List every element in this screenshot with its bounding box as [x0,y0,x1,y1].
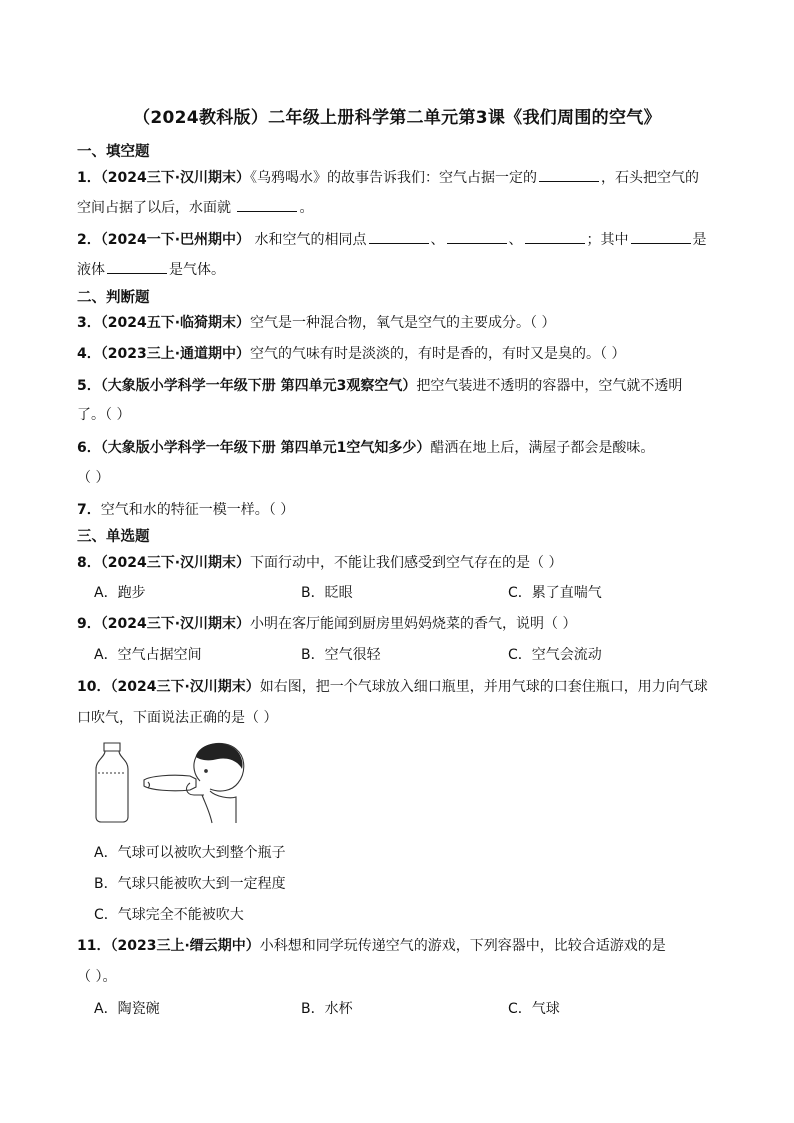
question-source: （2024三下·汉川期末） [100,170,251,186]
question-4 [77,343,626,363]
question-2-line-1 [77,229,707,249]
question-text: ；其中 [586,232,629,248]
question-number: 6． [77,440,101,456]
question-6-line-1 [77,437,654,457]
answer-blank[interactable] [631,229,691,244]
question-text: 醋洒在地上后，满屋子都会是酸味。 [430,440,655,456]
question-text: 空间占据了以后，水面就 [77,200,231,216]
question-text: 《乌鸦喝水》的故事告诉我们：空气占据一定的 [250,170,538,186]
option-a[interactable]: A．陶瓷碗 [94,1001,160,1017]
question-source: （大象版小学科学一年级下册 第四单元3观察空气） [100,378,417,394]
question-source: （2024三下·汉川期末） [110,679,260,695]
question-text: 是气体。 [169,262,225,278]
question-text: 下面行动中，不能让我们感受到空气存在的是（ ） [250,555,563,571]
question-text: 水和空气的相同点 [250,232,367,248]
question-6-line-2 [77,467,109,487]
section-heading-single-choice: 三、单选题 [77,529,150,545]
question-text: 如右图，把一个气球放入细口瓶里，并用气球的口套住瓶口，用力向气球 [259,679,708,695]
answer-blank[interactable] [447,229,507,244]
question-text: 了。（ ） [77,407,131,423]
section-heading-fill-blank: 一、填空题 [77,144,150,160]
answer-blank[interactable] [369,229,429,244]
page-title: （2024教科版）二年级上册科学第二单元第3课《我们周围的空气》 [133,108,661,128]
question-8 [77,552,563,572]
question-7 [77,499,294,519]
separator: 、 [508,232,523,248]
question-text: （ ）。 [77,969,117,985]
question-source: （2024三下·汉川期末） [100,555,251,571]
question-number: 3． [77,315,101,331]
question-number: 4． [77,346,101,362]
question-text: 。 [299,200,314,216]
option-b[interactable]: B．眨眼 [301,585,353,601]
question-source: （2024五下·临猗期末） [100,315,251,331]
question-text: 空气是一种混合物，氧气是空气的主要成分。（ ） [250,315,556,331]
option-b[interactable]: B．水杯 [301,1001,353,1017]
question-number: 10． [77,679,111,695]
option-b[interactable]: B．气球只能被吹大到一定程度 [94,876,286,892]
question-source: （大象版小学科学一年级下册 第四单元1空气知多少） [100,440,431,456]
question-number: 8． [77,555,101,571]
question-source: （2024一下·巴州期中） [100,232,251,248]
question-9 [77,613,577,633]
question-number: 5． [77,378,101,394]
question-3 [77,312,556,332]
question-number: 2． [77,232,101,248]
question-number: 1． [77,170,101,186]
option-a[interactable]: A．跑步 [94,585,146,601]
option-b[interactable]: B．空气很轻 [301,647,381,663]
question-1-line-2 [77,197,313,217]
option-c[interactable]: C．累了直喘气 [508,585,602,601]
question-text: 小科想和同学玩传递空气的游戏，下列容器中，比较合适游戏的是 [259,938,666,954]
question-11-line-1 [77,935,666,955]
question-source: （2023三上·通道期中） [100,346,251,362]
answer-blank[interactable] [107,259,167,274]
question-text: 口吹气，下面说法正确的是（ ） [77,710,278,726]
question-5-line-1 [77,375,682,395]
section-heading-true-false: 二、判断题 [77,290,150,306]
answer-blank[interactable] [237,197,297,212]
question-2-line-2 [77,259,225,279]
question-11-line-2 [77,966,116,986]
bottle-balloon-illustration [92,737,252,827]
question-10-line-2 [77,707,277,727]
question-text: 空气的气味有时是淡淡的，有时是香的，有时又是臭的。（ ） [250,346,626,362]
question-1-line-1 [77,167,699,187]
question-number: 11． [77,938,111,954]
question-5-line-2 [77,404,130,424]
separator: 、 [430,232,445,248]
option-c[interactable]: C．空气会流动 [508,647,602,663]
option-c[interactable]: C．气球完全不能被吹大 [94,907,244,923]
question-10-line-1 [77,676,708,696]
question-text: 把空气装进不透明的容器中，空气就不透明 [416,378,683,394]
option-a[interactable]: A．空气占据空间 [94,647,202,663]
question-source: （2024三下·汉川期末） [100,616,251,632]
question-text: 小明在客厅能闻到厨房里妈妈烧菜的香气，说明（ ） [250,616,577,632]
bottle-icon [96,743,128,822]
option-a[interactable]: A．气球可以被吹大到整个瓶子 [94,845,286,861]
answer-blank[interactable] [539,167,599,182]
question-number: 7． [77,502,101,518]
question-text: ，石头把空气的 [601,170,700,186]
answer-blank[interactable] [525,229,585,244]
question-number: 9． [77,616,101,632]
question-text: （ ） [77,470,110,486]
question-text: 空气和水的特征一模一样。（ ） [100,502,295,518]
option-c[interactable]: C．气球 [508,1001,560,1017]
question-text: 液体 [77,262,105,278]
question-text: 是 [692,232,707,248]
question-source: （2023三上·缙云期中） [110,938,260,954]
